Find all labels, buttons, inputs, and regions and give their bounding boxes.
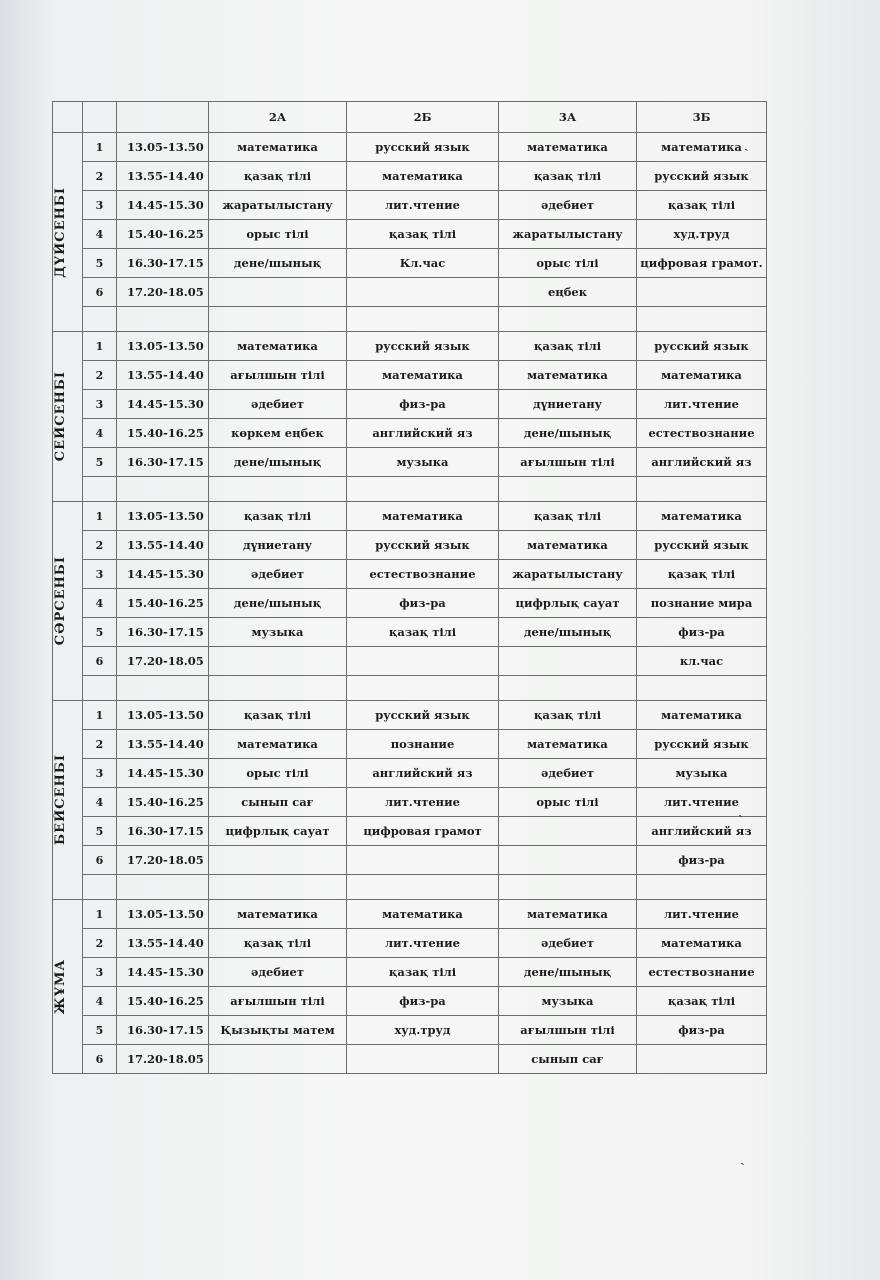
subject-cell [637,1045,767,1074]
lesson-time: 14.45-15.30 [117,191,209,220]
subject-cell: лит.чтение [637,390,767,419]
lesson-number: 1 [83,502,117,531]
subject-cell: математика [347,162,499,191]
lesson-time: 13.05-13.50 [117,133,209,162]
empty-cell [83,875,117,900]
subject-cell: ағылшын тілі [209,987,347,1016]
subject-cell: лит.чтение [347,929,499,958]
lesson-number: 2 [83,361,117,390]
pen-mark: ˏ [744,136,749,152]
lesson-time: 16.30-17.15 [117,618,209,647]
subject-cell: ағылшын тілі [499,1016,637,1045]
lesson-row [53,759,767,788]
subject-cell: қазақ тілі [499,502,637,531]
subject-cell: физ-ра [637,1016,767,1045]
lesson-row [53,220,767,249]
subject-cell: Кл.час [347,249,499,278]
subject-cell [637,278,767,307]
subject-cell [347,278,499,307]
subject-cell: математика [347,361,499,390]
subject-cell: сынып сағ [209,788,347,817]
subject-cell: математика [209,730,347,759]
schedule-body [53,133,767,1074]
day-cell [53,502,83,701]
subject-cell: әдебиет [209,560,347,589]
lesson-row [53,390,767,419]
subject-cell: қазақ тілі [347,220,499,249]
header-day-cell [53,102,83,133]
subject-cell: қазақ тілі [209,502,347,531]
subject-cell: әдебиет [209,390,347,419]
subject-cell: худ.труд [637,220,767,249]
subject-cell: худ.труд [347,1016,499,1045]
subject-cell: математика [499,900,637,929]
lesson-row [53,560,767,589]
lesson-time: 15.40-16.25 [117,220,209,249]
lesson-number: 5 [83,817,117,846]
subject-cell: ағылшын тілі [499,448,637,477]
lesson-time: 13.55-14.40 [117,361,209,390]
lesson-number: 6 [83,278,117,307]
subject-cell: математика [499,531,637,560]
empty-cell [347,307,499,332]
pen-mark: ˏ [738,802,743,818]
lesson-time: 14.45-15.30 [117,560,209,589]
subject-cell: английский яз [637,817,767,846]
lesson-number: 6 [83,647,117,676]
subject-cell: физ-ра [347,390,499,419]
subject-cell: дене/шынық [209,589,347,618]
subject-cell: дене/шынық [499,419,637,448]
lesson-row [53,730,767,759]
lesson-row [53,817,767,846]
subject-cell: әдебиет [499,759,637,788]
day-label: ДҮЙСЕНБІ [53,186,68,278]
empty-cell [209,875,347,900]
spacer-row [53,676,767,701]
lesson-number: 2 [83,929,117,958]
lesson-time: 13.55-14.40 [117,531,209,560]
header-time-cell [117,102,209,133]
subject-cell: ағылшын тілі [209,361,347,390]
empty-cell [637,307,767,332]
day-label: БЕЙСЕНБІ [53,754,68,846]
subject-cell: математика [209,133,347,162]
empty-cell [209,676,347,701]
subject-cell: физ-ра [347,987,499,1016]
subject-cell [499,817,637,846]
lesson-row [53,1045,767,1074]
lesson-number: 6 [83,1045,117,1074]
empty-cell [117,477,209,502]
subject-cell: жаратылыстану [499,220,637,249]
header-row [53,102,767,133]
subject-cell [499,647,637,676]
lesson-number: 5 [83,448,117,477]
lesson-number: 3 [83,759,117,788]
lesson-number: 2 [83,730,117,759]
lesson-row [53,1016,767,1045]
subject-cell: познание мира [637,589,767,618]
spacer-row [53,875,767,900]
subject-cell: математика [499,730,637,759]
empty-cell [637,676,767,701]
lesson-time: 15.40-16.25 [117,788,209,817]
lesson-time: 17.20-18.05 [117,846,209,875]
subject-cell: английский яз [347,419,499,448]
subject-cell: математика [209,332,347,361]
subject-cell [209,278,347,307]
empty-cell [499,676,637,701]
lesson-number: 4 [83,987,117,1016]
empty-cell [117,875,209,900]
lesson-time: 13.05-13.50 [117,900,209,929]
subject-cell: математика [499,133,637,162]
lesson-number: 1 [83,133,117,162]
subject-cell: математика [637,361,767,390]
subject-cell: көркем еңбек [209,419,347,448]
subject-cell: қазақ тілі [347,618,499,647]
subject-cell: русский язык [347,332,499,361]
subject-cell: қазақ тілі [499,332,637,361]
spacer-row [53,477,767,502]
lesson-row [53,531,767,560]
lesson-row [53,589,767,618]
lesson-number: 1 [83,701,117,730]
lesson-time: 15.40-16.25 [117,589,209,618]
subject-cell: математика [499,361,637,390]
subject-cell: лит.чтение [347,788,499,817]
day-label: СӘРСЕНБІ [53,556,68,646]
lesson-time: 13.55-14.40 [117,929,209,958]
day-cell [53,701,83,900]
subject-cell: лит.чтение [347,191,499,220]
subject-cell: қазақ тілі [637,191,767,220]
subject-cell: дүниетану [499,390,637,419]
lesson-row [53,448,767,477]
class-header: 3Б [637,102,767,133]
subject-cell: сынып сағ [499,1045,637,1074]
day-label: СЕЙСЕНБІ [53,371,68,462]
empty-cell [499,875,637,900]
lesson-time: 16.30-17.15 [117,448,209,477]
subject-cell: музыка [209,618,347,647]
lesson-row [53,987,767,1016]
subject-cell: математика [637,929,767,958]
lesson-row [53,701,767,730]
subject-cell: дене/шынық [209,448,347,477]
empty-cell [637,477,767,502]
lesson-number: 2 [83,531,117,560]
subject-cell: қазақ тілі [209,162,347,191]
lesson-time: 17.20-18.05 [117,647,209,676]
day-cell [53,332,83,502]
subject-cell: физ-ра [637,846,767,875]
subject-cell: қазақ тілі [637,987,767,1016]
subject-cell: қазақ тілі [499,162,637,191]
lesson-time: 15.40-16.25 [117,987,209,1016]
lesson-time: 17.20-18.05 [117,278,209,307]
subject-cell: музыка [499,987,637,1016]
subject-cell: әдебиет [499,191,637,220]
subject-cell: познание [347,730,499,759]
subject-cell [209,1045,347,1074]
lesson-row [53,278,767,307]
subject-cell: музыка [347,448,499,477]
subject-cell: лит.чтение [637,900,767,929]
lesson-time: 15.40-16.25 [117,419,209,448]
subject-cell: естествознание [637,958,767,987]
lesson-row [53,191,767,220]
lesson-row [53,133,767,162]
subject-cell: жаратылыстану [209,191,347,220]
header-num-cell [83,102,117,133]
lesson-time: 14.45-15.30 [117,390,209,419]
lesson-time: 13.55-14.40 [117,730,209,759]
lesson-row [53,647,767,676]
subject-cell: қазақ тілі [209,701,347,730]
lesson-number: 5 [83,249,117,278]
class-header: 3А [499,102,637,133]
lesson-number: 5 [83,1016,117,1045]
subject-cell: естествознание [637,419,767,448]
subject-cell: лит.чтение [637,788,767,817]
lesson-time: 13.05-13.50 [117,502,209,531]
subject-cell: русский язык [637,162,767,191]
lesson-time: 16.30-17.15 [117,817,209,846]
subject-cell: математика [209,900,347,929]
subject-cell [347,1045,499,1074]
lesson-number: 4 [83,419,117,448]
class-header: 2Б [347,102,499,133]
day-cell [53,900,83,1074]
subject-cell: английский яз [637,448,767,477]
subject-cell: дүниетану [209,531,347,560]
day-cell [53,133,83,332]
subject-cell [347,647,499,676]
lesson-number: 4 [83,589,117,618]
lesson-number: 3 [83,390,117,419]
empty-cell [209,307,347,332]
lesson-row [53,929,767,958]
lesson-row [53,361,767,390]
pen-mark: ˏ [740,1150,745,1166]
empty-cell [209,477,347,502]
subject-cell: естествознание [347,560,499,589]
subject-cell: математика [347,502,499,531]
subject-cell: английский яз [347,759,499,788]
subject-cell [499,846,637,875]
lesson-number: 3 [83,191,117,220]
empty-cell [117,676,209,701]
subject-cell: орыс тілі [499,788,637,817]
subject-cell: музыка [637,759,767,788]
day-label: ЖҰМА [53,958,68,1015]
lesson-time: 13.05-13.50 [117,332,209,361]
lesson-time: 17.20-18.05 [117,1045,209,1074]
subject-cell: дене/шынық [499,958,637,987]
subject-cell: математика [637,133,767,162]
lesson-time: 16.30-17.15 [117,1016,209,1045]
subject-cell: цифровая грамот. [637,249,767,278]
lesson-number: 3 [83,958,117,987]
subject-cell: қазақ тілі [209,929,347,958]
lesson-row [53,958,767,987]
lesson-row [53,332,767,361]
lesson-number: 2 [83,162,117,191]
subject-cell: қазақ тілі [499,701,637,730]
subject-cell: цифровая грамот [347,817,499,846]
subject-cell: Қызықты матем [209,1016,347,1045]
lesson-row [53,846,767,875]
subject-cell: әдебиет [209,958,347,987]
subject-cell [209,846,347,875]
lesson-row [53,900,767,929]
lesson-time: 14.45-15.30 [117,759,209,788]
empty-cell [83,676,117,701]
empty-cell [83,477,117,502]
lesson-row [53,249,767,278]
subject-cell: русский язык [347,701,499,730]
lesson-row [53,788,767,817]
subject-cell: физ-ра [347,589,499,618]
subject-cell: дене/шынық [209,249,347,278]
subject-cell: еңбек [499,278,637,307]
empty-cell [637,875,767,900]
empty-cell [347,676,499,701]
subject-cell: орыс тілі [209,220,347,249]
lesson-row [53,419,767,448]
lesson-time: 16.30-17.15 [117,249,209,278]
schedule-table [52,101,767,1074]
subject-cell: русский язык [637,730,767,759]
subject-cell: цифрлық сауат [499,589,637,618]
lesson-number: 1 [83,900,117,929]
empty-cell [499,307,637,332]
subject-cell: жаратылыстану [499,560,637,589]
subject-cell [209,647,347,676]
lesson-row [53,162,767,191]
subject-cell: цифрлық сауат [209,817,347,846]
subject-cell: русский язык [637,531,767,560]
subject-cell: қазақ тілі [347,958,499,987]
spacer-row [53,307,767,332]
subject-cell: русский язык [347,133,499,162]
empty-cell [499,477,637,502]
subject-cell: дене/шынық [499,618,637,647]
subject-cell: қазақ тілі [637,560,767,589]
lesson-time: 13.05-13.50 [117,701,209,730]
lesson-time: 14.45-15.30 [117,958,209,987]
subject-cell: математика [637,502,767,531]
subject-cell: математика [347,900,499,929]
subject-cell: русский язык [347,531,499,560]
subject-cell: орыс тілі [499,249,637,278]
class-header: 2А [209,102,347,133]
lesson-number: 4 [83,788,117,817]
lesson-number: 5 [83,618,117,647]
empty-cell [117,307,209,332]
lesson-row [53,618,767,647]
subject-cell [347,846,499,875]
subject-cell: орыс тілі [209,759,347,788]
lesson-row [53,502,767,531]
subject-cell: математика [637,701,767,730]
lesson-number: 3 [83,560,117,589]
subject-cell: әдебиет [499,929,637,958]
subject-cell: кл.час [637,647,767,676]
lesson-number: 6 [83,846,117,875]
empty-cell [347,875,499,900]
lesson-number: 1 [83,332,117,361]
lesson-number: 4 [83,220,117,249]
lesson-time: 13.55-14.40 [117,162,209,191]
empty-cell [347,477,499,502]
subject-cell: русский язык [637,332,767,361]
empty-cell [83,307,117,332]
subject-cell: физ-ра [637,618,767,647]
